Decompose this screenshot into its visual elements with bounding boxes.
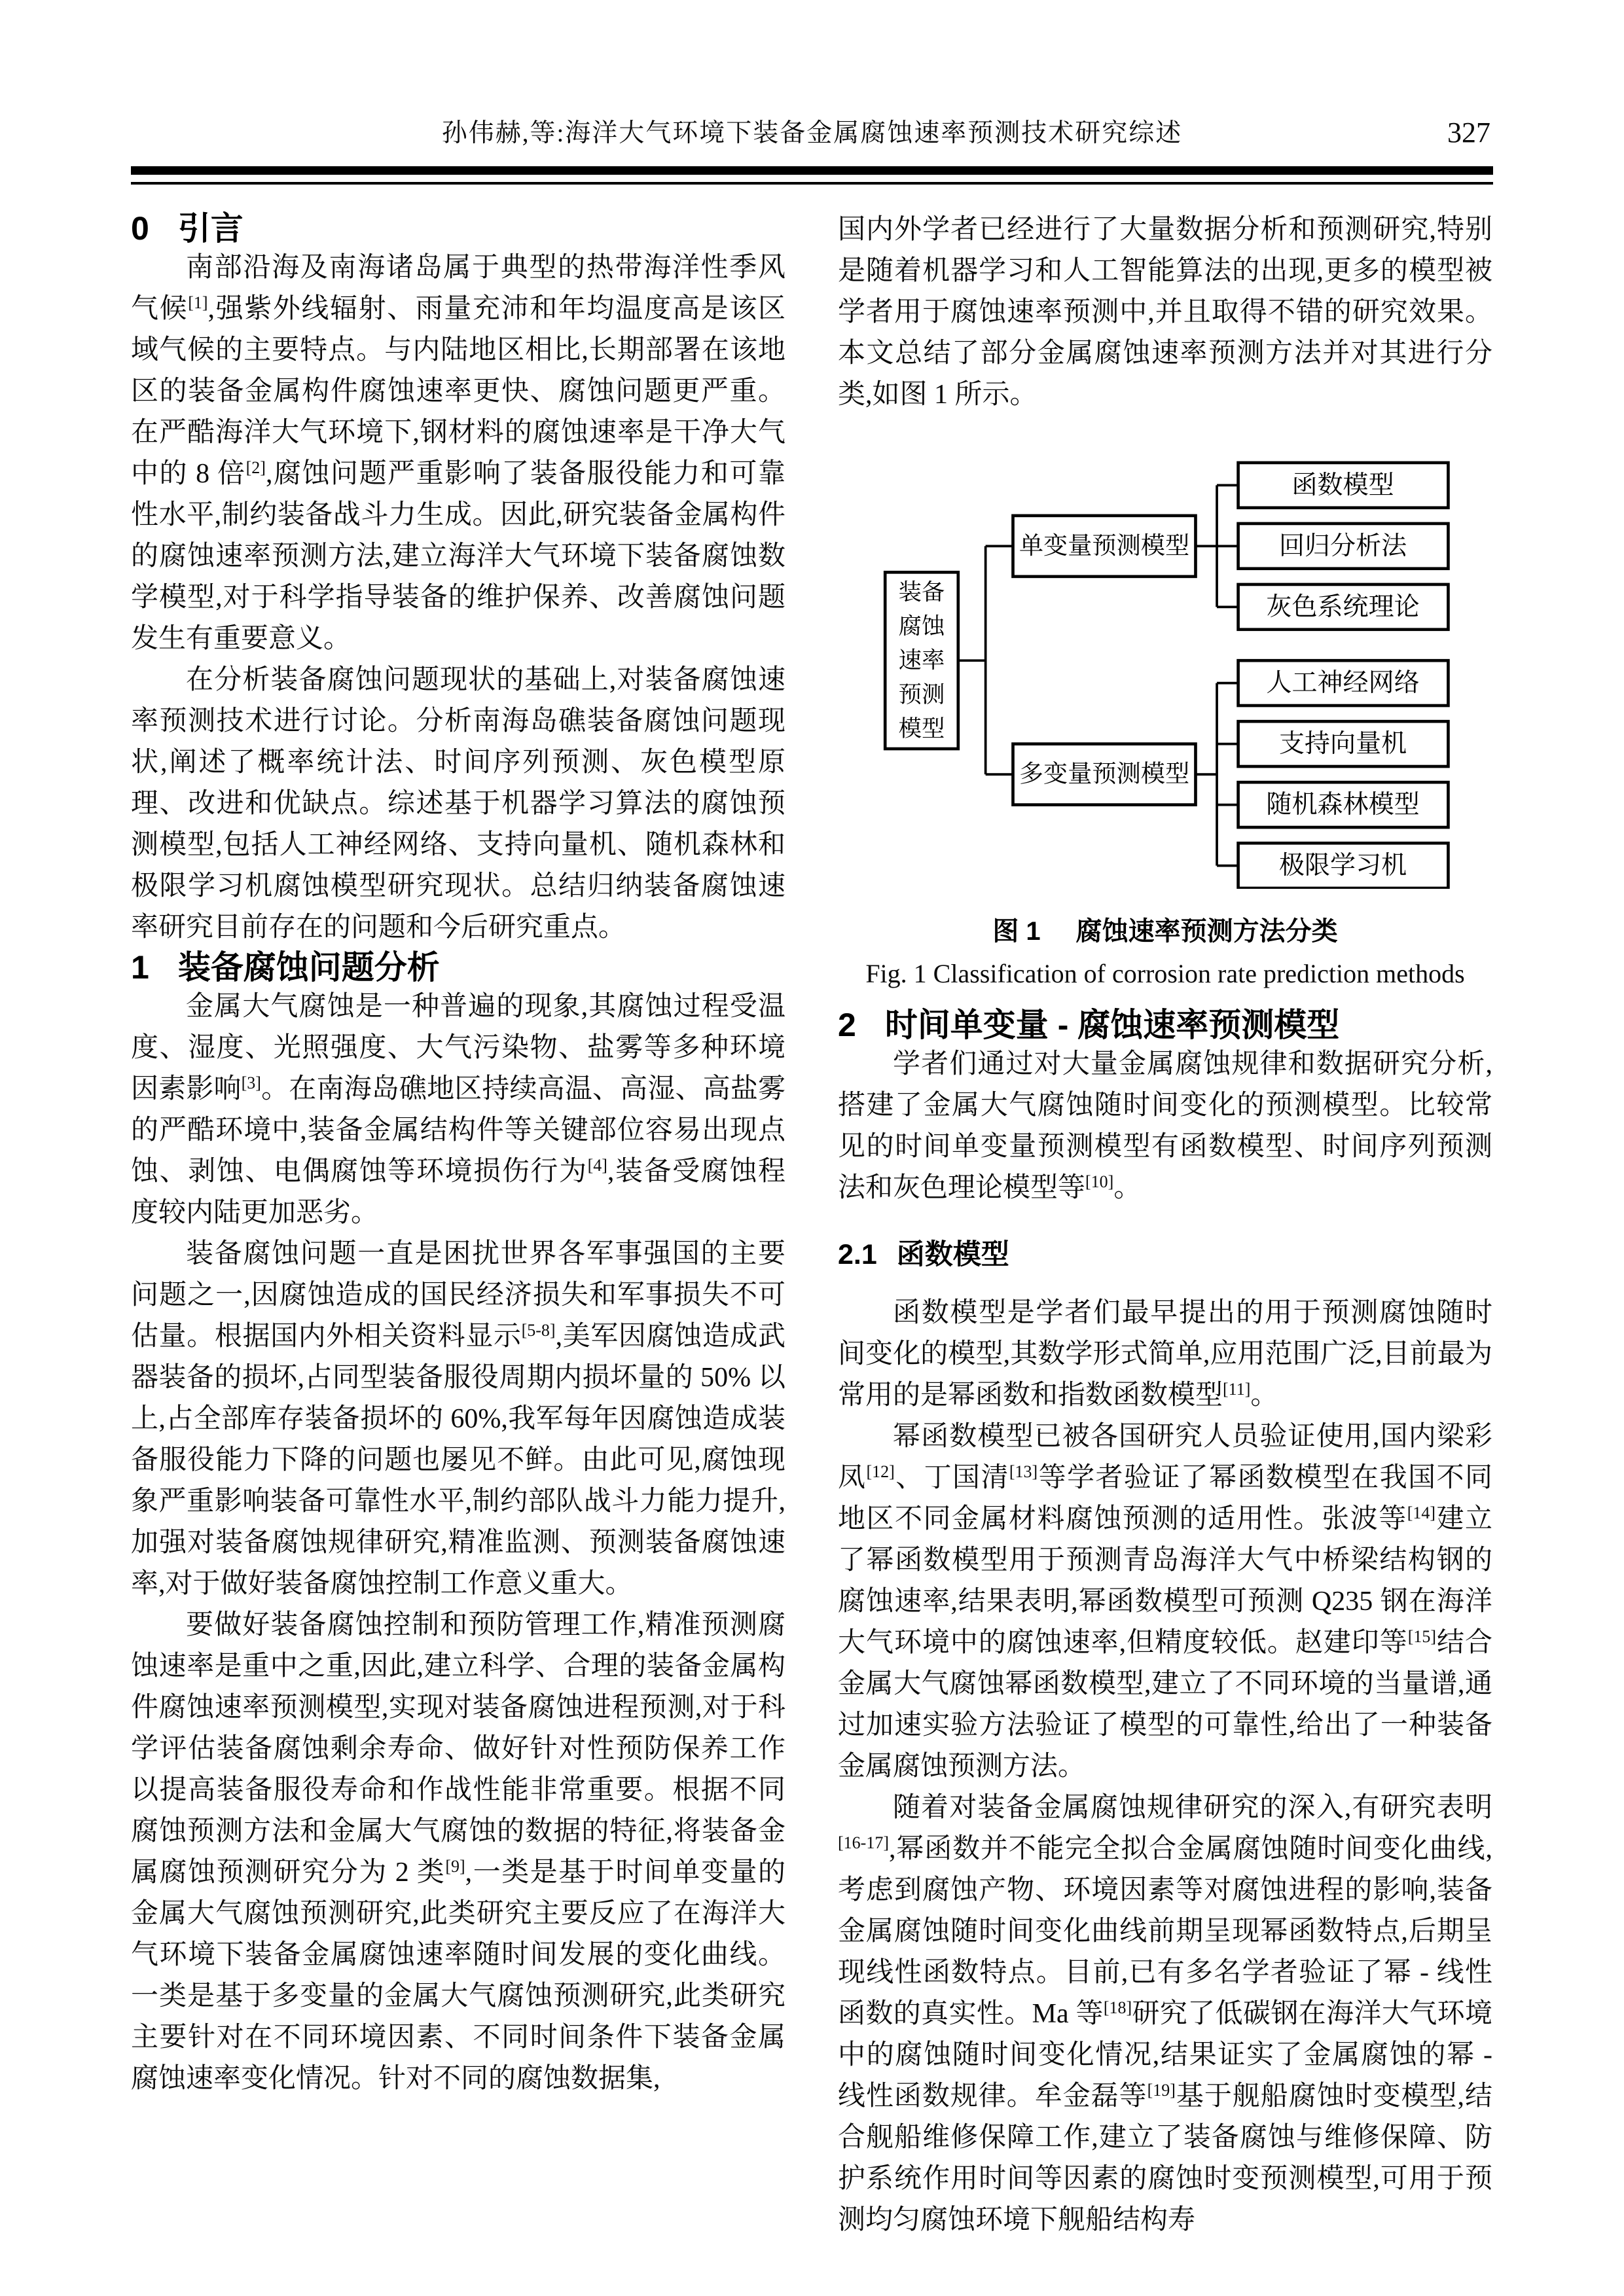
section-title: 装备腐蚀问题分析 xyxy=(177,949,440,986)
subsection-heading-2-1 xyxy=(838,1238,1492,1272)
paragraph: 装备腐蚀问题一直是困扰世界各军事强国的主要问题之一,因腐蚀造成的国民经济损失和军事损失不可估量。根据国内外相关资料显示[5-8],美军因腐蚀造成武器装备的损坏,占同型装备服役周期内损坏量的 50% 以上,占全部库存装备损坏的 60%,我军每年因腐蚀造成装备服役能力下降的问题也屡见不鲜。由此可见,腐蚀现象严重影响装备可靠性水平,制约部队战斗力能力提升,加强对装备腐蚀规律研究,精准监测、预测装备腐蚀速率,对于做好装备腐蚀控制工作意义重大。 xyxy=(131,1239,785,1599)
running-title: 孙伟赫,等:海洋大气环境下装备金属腐蚀速率预测技术研究综述 xyxy=(441,119,1183,147)
flowchart-label-grey-system: 灰色系统理论 xyxy=(1266,592,1420,621)
section-number: 1 xyxy=(131,949,149,986)
flowchart-label-root: 模型 xyxy=(898,715,945,742)
header-rule-thick xyxy=(131,166,1493,175)
paragraph: 金属大气腐蚀是一种普遍的现象,其腐蚀过程受温度、湿度、光照强度、大气污染物、盐雾等多种环境因素影响[3]。在南海岛礁地区持续高温、高湿、高盐雾的严酷环境中,装备金属结构件等关键部位容易出现点蚀、剥蚀、电偶腐蚀等环境损伤行为[4],装备受腐蚀程度较内陆更加恶劣。 xyxy=(131,992,785,1228)
two-column-body xyxy=(131,209,1493,2241)
paragraph: 学者们通过对大量金属腐蚀规律和数据研究分析,搭建了金属大气腐蚀随时间变化的预测模型。比较常见的时间单变量预测模型有函数模型、时间序列预测法和灰色理论模型等[10]。 xyxy=(838,1049,1492,1203)
section-title: 时间单变量 - 腐蚀速率预测模型 xyxy=(884,1007,1340,1043)
flowchart-label-root: 预测 xyxy=(898,681,945,708)
paragraph: 要做好装备腐蚀控制和预防管理工作,精准预测腐蚀速率是重中之重,因此,建立科学、合理的装备金属构件腐蚀速率预测模型,实现对装备腐蚀进程预测,对于科学评估装备腐蚀剩余寿命、做好针对性预防保养工作以提高装备服役寿命和作战性能非常重要。根据不同腐蚀预测方法和金属大气腐蚀的数据的特征,将装备金属腐蚀预测研究分为 2 类[9],一类是基于时间单变量的金属大气腐蚀预测研究,此类研究主要反应了在海洋大气环境下装备金属腐蚀速率随时间发展的变化曲线。一类是基于多变量的金属大气腐蚀预测研究,此类研究主要针对在不同环境因素、不同时间条件下装备金属腐蚀速率变化情况。针对不同的腐蚀数据集, xyxy=(131,1610,785,2094)
paragraph: 南部沿海及南海诸岛属于典型的热带海洋性季风气候[1],强紫外线辐射、雨量充沛和年均温度高是该区域气候的主要特点。与内陆地区相比,长期部署在该地区的装备金属构件腐蚀速率更快、腐蚀问题更严重。在严酷海洋大气环境下,钢材料的腐蚀速率是干净大气中的 8 倍[2],腐蚀问题严重影响了装备服役能力和可靠性水平,制约装备战斗力生成。因此,研究装备金属构件的腐蚀速率预测方法,建立海洋大气环境下装备腐蚀数学模型,对于科学指导装备的维护保养、改善腐蚀问题发生有重要意义。 xyxy=(131,253,785,654)
paragraph: 随着对装备金属腐蚀规律研究的深入,有研究表明[16-17],幂函数并不能完全拟合金属腐蚀随时间变化曲线,考虑到腐蚀产物、环境因素等对腐蚀进程的影响,装备金属腐蚀随时间变化曲线前期呈现幂函数特点,后期呈现线性函数特点。目前,已有多名学者验证了幂 - 线性函数的真实性。Ma 等[18]研究了低碳钢在海洋大气环境中的腐蚀随时间变化情况,结果证实了金属腐蚀的幂 - 线性函数规律。牟金磊等[19]基于舰船腐蚀时变模型,结合舰船维修保障工作,建立了装备腐蚀与维修保障、防护系统作用时间等因素的腐蚀时变预测模型,可用于预测均匀腐蚀环境下舰船结构寿 xyxy=(838,1793,1492,2235)
section-title: 引言 xyxy=(177,210,244,247)
section-heading-0 xyxy=(131,209,785,247)
flowchart-label-svm: 支持向量机 xyxy=(1278,730,1407,759)
flowchart-label-ann: 人工神经网络 xyxy=(1266,669,1420,698)
flowchart-label-elm: 极限学习机 xyxy=(1278,852,1407,880)
figure-caption-zh-label: 图 1 xyxy=(992,917,1041,946)
subsection-number: 2.1 xyxy=(838,1239,877,1270)
right-column xyxy=(838,209,1492,2241)
flowchart-label-root: 装备 xyxy=(898,579,945,605)
figure-caption-en: Fig. 1 Classification of corrosion rate prediction methods xyxy=(865,959,1465,988)
flowchart-label-regression: 回归分析法 xyxy=(1278,531,1407,560)
flowchart-label-function-model: 函数模型 xyxy=(1291,471,1394,499)
paragraph: 函数模型是学者们最早提出的用于预测腐蚀随时间变化的模型,其数学形式简单,应用范围广泛,目前最为常用的是幂函数和指数函数模型[11]。 xyxy=(838,1298,1492,1410)
paragraph: 幂函数模型已被各国研究人员验证使用,国内梁彩凤[12]、丁国清[13]等学者验证了幂函数模型在我国不同地区不同金属材料腐蚀预测的适用性。张波等[14]建立了幂函数模型用于预测青岛海洋大气中桥梁结构钢的腐蚀速率,结果表明,幂函数模型可预测 Q235 钢在海洋大气环境中的腐蚀速率,但精度较低。赵建印等[15]结合金属大气腐蚀幂函数模型,建立了不同环境的当量谱,通过加速实验方法验证了模型的可靠性,给出了一种装备金属腐蚀预测方法。 xyxy=(838,1422,1492,1782)
flowchart-label-univariate: 单变量预测模型 xyxy=(1019,532,1190,560)
page-header xyxy=(131,0,1493,149)
figure-1-flowchart xyxy=(861,444,1470,889)
flowchart-label-root: 腐蚀 xyxy=(898,613,945,639)
flowchart-label-random-forest: 随机森林模型 xyxy=(1266,791,1420,819)
flowchart-label-multivariate: 多变量预测模型 xyxy=(1019,761,1190,788)
page-number: 327 xyxy=(1447,117,1490,149)
left-column xyxy=(131,209,785,2241)
section-number: 0 xyxy=(131,210,149,247)
figure-1 xyxy=(838,444,1492,989)
header-rule-thin xyxy=(131,182,1493,185)
figure-caption-zh-text: 腐蚀速率预测方法分类 xyxy=(1075,917,1338,946)
paragraph: 国内外学者已经进行了大量数据分析和预测研究,特别是随着机器学习和人工智能算法的出现,更多的模型被学者用于腐蚀速率预测中,并且取得不错的研究效果。本文总结了部分金属腐蚀速率预测方法并对其进行分类,如图 1 所示。 xyxy=(838,215,1492,410)
paragraph: 在分析装备腐蚀问题现状的基础上,对装备腐蚀速率预测技术进行讨论。分析南海岛礁装备腐蚀问题现状,阐述了概率统计法、时间序列预测、灰色模型原理、改进和优缺点。综述基于机器学习算法的腐蚀预测模型,包括人工神经网络、支持向量机、随机森林和极限学习机腐蚀模型研究现状。总结归纳装备腐蚀速率研究目前存在的问题和今后研究重点。 xyxy=(131,665,785,942)
subsection-title: 函数模型 xyxy=(896,1239,1009,1270)
section-heading-2 xyxy=(838,1006,1492,1044)
section-number: 2 xyxy=(838,1007,856,1043)
flowchart-label-root: 速率 xyxy=(898,647,945,673)
section-heading-1 xyxy=(131,948,785,986)
figure-caption-zh xyxy=(838,910,1492,948)
